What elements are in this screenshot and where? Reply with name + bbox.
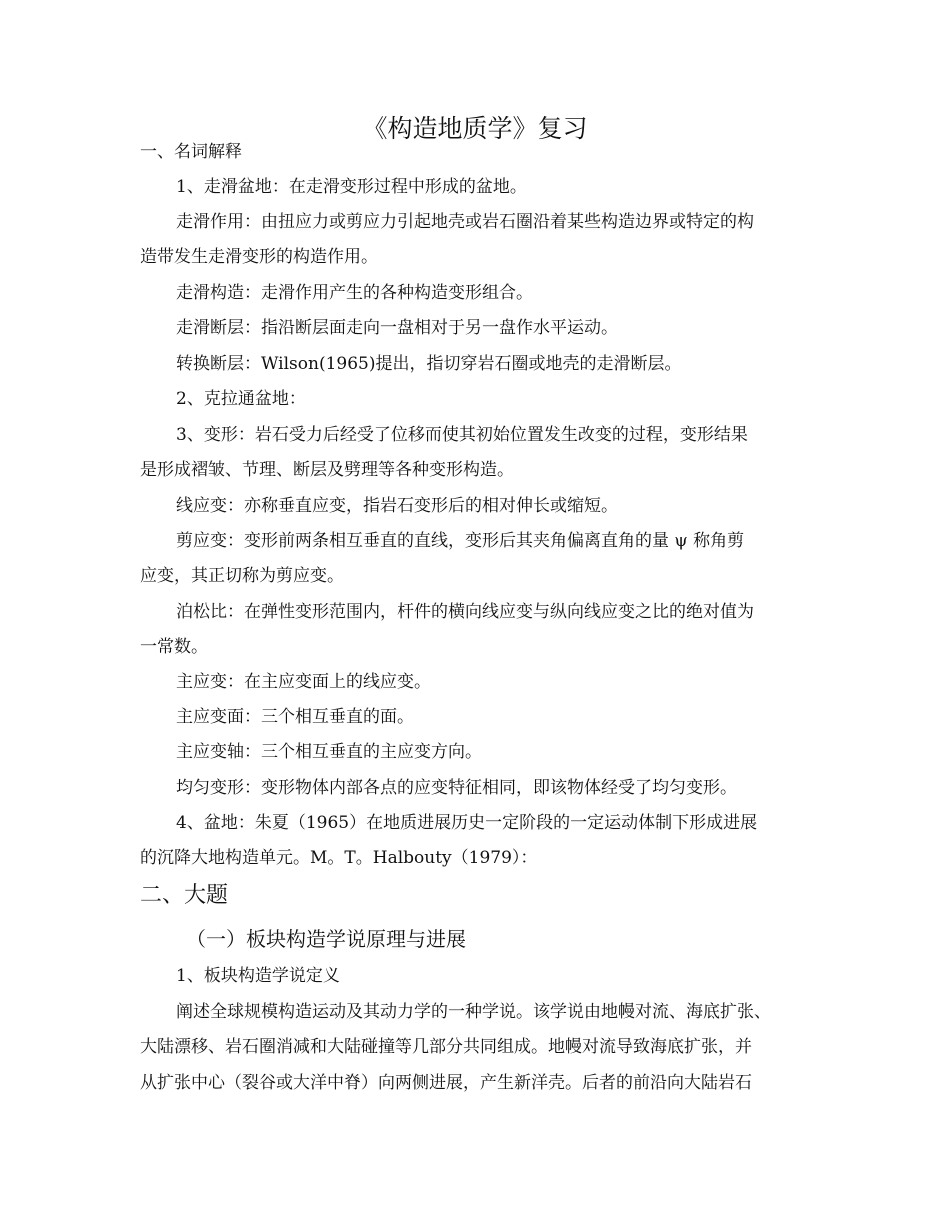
section-heading: 一、名词解释 (140, 142, 242, 162)
paragraph-line: 1、走滑盆地：在走滑变形过程中形成的盆地。 (176, 177, 527, 197)
paragraph-line: 主应变面：三个相互垂直的面。 (176, 707, 414, 727)
paragraph-line: 阐述全球规模构造运动及其动力学的一种学说。该学说由地幔对流、海底扩张、 (176, 1002, 771, 1022)
paragraph-line: 一常数。 (140, 637, 208, 657)
document-title: 《构造地质学》复习 (362, 114, 588, 143)
paragraph-line: 走滑作用：由扭应力或剪应力引起地壳或岩石圈沿着某些构造边界或特定的构 (176, 212, 754, 232)
paragraph-line: 4、盆地：朱夏（1965）在地质进展历史一定阶段的一定运动体制下形成进展 (176, 813, 758, 833)
paragraph-line: 走滑构造：走滑作用产生的各种构造变形组合。 (176, 283, 533, 303)
paragraph-line: 从扩张中心（裂谷或大洋中脊）向两侧进展，产生新洋壳。后者的前沿向大陆岩石 (140, 1073, 752, 1093)
paragraph-line: 泊松比：在弹性变形范围内，杆件的横向线应变与纵向线应变之比的绝对值为 (176, 602, 754, 622)
paragraph-line: 1、板块构造学说定义 (176, 966, 340, 986)
paragraph-line: 造带发生走滑变形的构造作用。 (140, 247, 378, 267)
paragraph-line: 大陆漂移、岩石圈消减和大陆碰撞等几部分共同组成。地幔对流导致海底扩张，并 (140, 1037, 752, 1057)
paragraph-line: 均匀变形：变形物体内部各点的应变特征相同，即该物体经受了均匀变形。 (176, 778, 737, 798)
paragraph-line: 应变，其正切称为剪应变。 (140, 566, 344, 586)
section-heading: 二、大题 (140, 883, 229, 908)
paragraph-line: 主应变：在主应变面上的线应变。 (176, 672, 431, 692)
paragraph-line: 2、克拉通盆地： (176, 389, 306, 409)
subsection-heading: （一）板块构造学说原理与进展 (186, 927, 466, 951)
paragraph-line: 3、变形：岩石受力后经受了位移而使其初始位置发生改变的过程，变形结果 (176, 425, 748, 445)
paragraph-line: 主应变轴：三个相互垂直的主应变方向。 (176, 742, 482, 762)
paragraph-line: 走滑断层：指沿断层面走向一盘相对于另一盘作水平运动。 (176, 318, 618, 338)
paragraph-line: 线应变：亦称垂直应变，指岩石变形后的相对伸长或缩短。 (176, 496, 618, 516)
paragraph-line: 剪应变：变形前两条相互垂直的直线，变形后其夹角偏离直角的量 ψ 称角剪 (176, 531, 745, 551)
paragraph-line: 的沉降大地构造单元。M。T。Halbouty（1979）： (140, 848, 538, 868)
paragraph-line: 是形成褶皱、节理、断层及劈理等各种变形构造。 (140, 460, 514, 480)
paragraph-line: 转换断层：Wilson(1965)提出，指切穿岩石圈或地壳的走滑断层。 (176, 354, 682, 374)
